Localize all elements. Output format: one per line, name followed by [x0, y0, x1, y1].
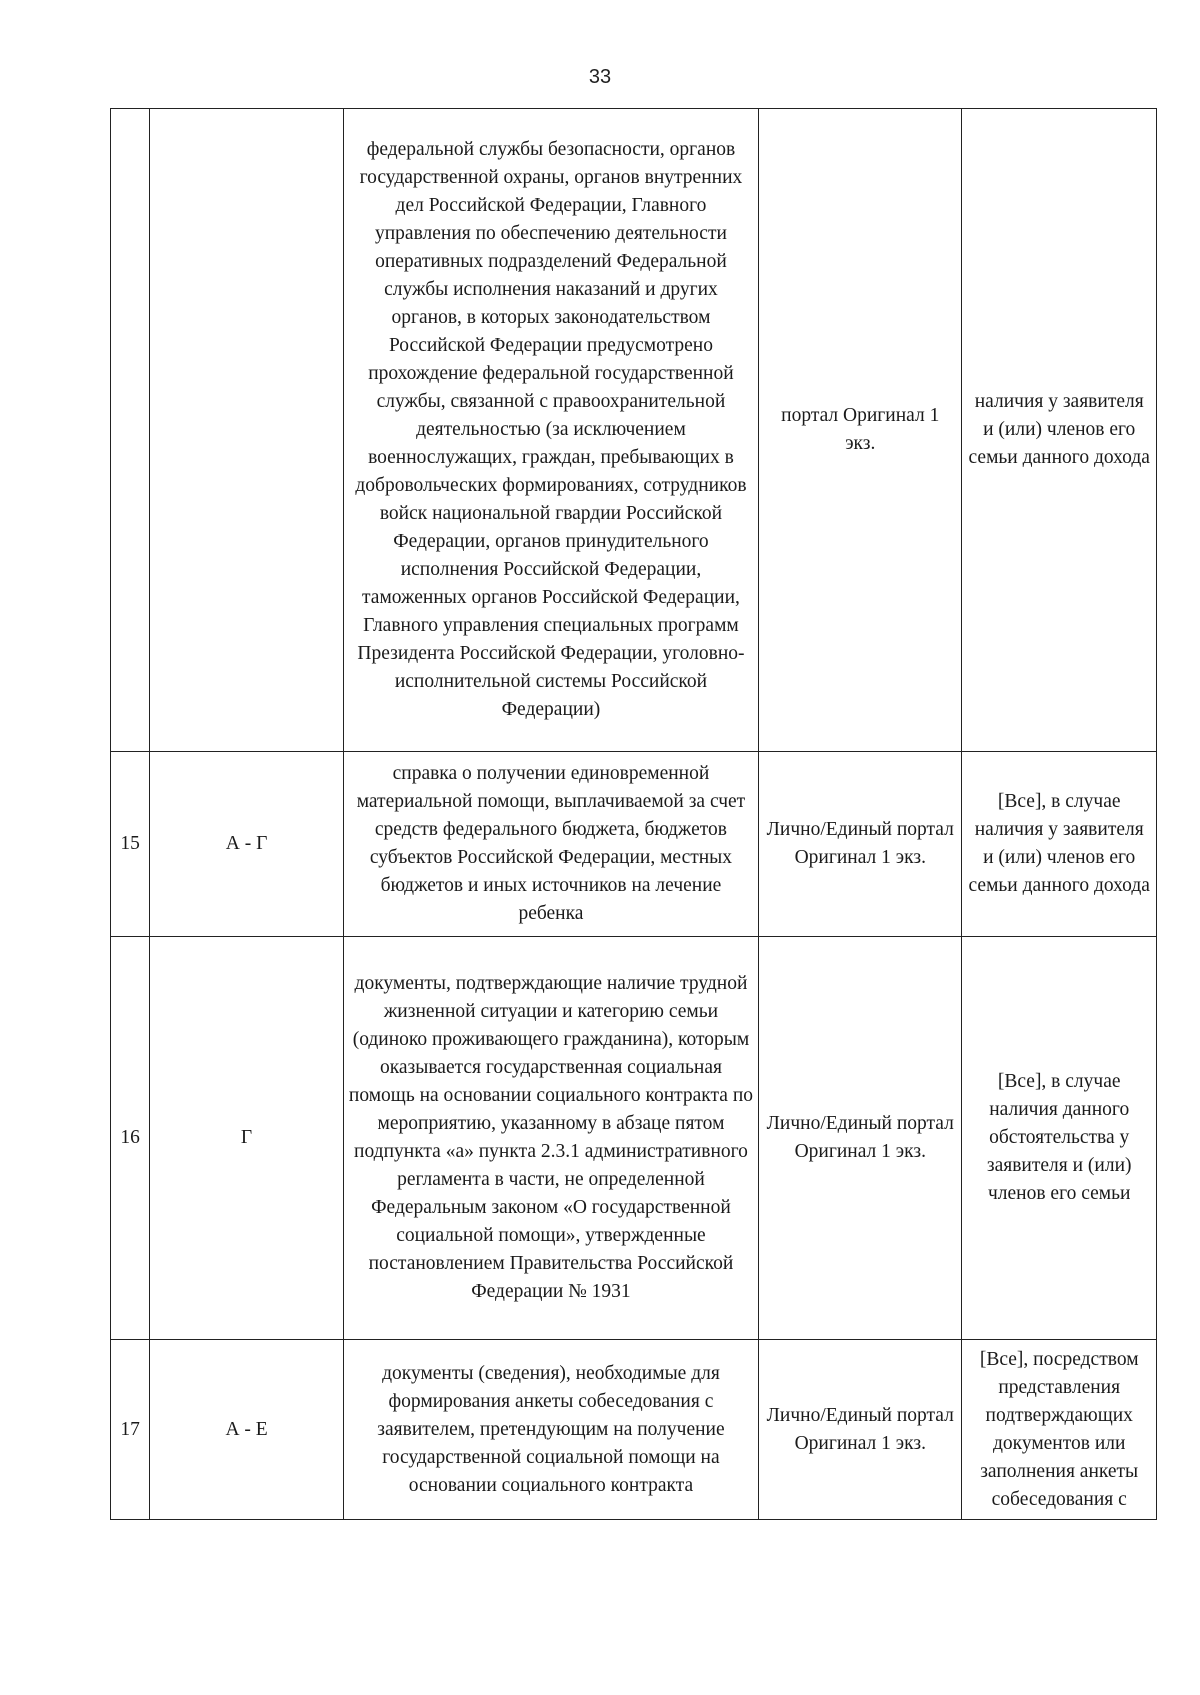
condition-cell: [Все], в случае наличия у заявителя и (или) членов его семьи данного дохода	[962, 752, 1157, 937]
table-row	[111, 109, 1157, 752]
row-number-cell	[111, 109, 150, 752]
condition-cell: наличия у заявителя и (или) членов его семьи данного дохода	[962, 109, 1157, 752]
submission-method-cell: Лично/Единый портал Оригинал 1 экз.	[759, 1340, 962, 1520]
document-description-cell: федеральной службы безопасности, органов государственной охраны, органов внутренних дел Российской Федерации, Главного управления по обеспечению деятельности оперативных подразделений Федеральной службы исполнения наказаний и других органов, в которых законодательством Российской Федерации предусмотрено прохождение федеральной государственной службы, связанной с правоохранительной деятельностью (за исключением военнослужащих, граждан, пребывающих в добровольческих формированиях, сотрудников войск национальной гвардии Российской Федерации, органов принудительного исполнения Российской Федерации, таможенных органов Российской Федерации, Главного управления специальных программ Президента Российской Федерации, уголовно-исполнительной системы Российской Федерации)	[343, 109, 758, 752]
table-row	[111, 1340, 1157, 1520]
row-number-cell: 16	[111, 937, 150, 1340]
document-description-cell: документы, подтверждающие наличие трудной жизненной ситуации и категорию семьи (одиноко проживающего гражданина), которым оказывается государственная социальная помощь на основании социального контракта по мероприятию, указанному в абзаце пятом подпункта «а» пункта 2.3.1 административного регламента в части, не определенной Федеральным законом «О государственной социальной помощи», утвержденные постановлением Правительства Российской Федерации № 1931	[343, 937, 758, 1340]
document-description-cell: справка о получении единовременной материальной помощи, выплачиваемой за счет средств федерального бюджета, бюджетов субъектов Российской Федерации, местных бюджетов и иных источников на лечение ребенка	[343, 752, 758, 937]
document-description-cell: документы (сведения), необходимые для формирования анкеты собеседования с заявителем, претендующим на получение государственной социальной помощи на основании социального контракта	[343, 1340, 758, 1520]
category-cell: А - Е	[150, 1340, 343, 1520]
page-number: 33	[588, 66, 612, 88]
submission-method-cell: портал Оригинал 1 экз.	[759, 109, 962, 752]
row-number-cell: 15	[111, 752, 150, 937]
table-row	[111, 752, 1157, 937]
table-row	[111, 937, 1157, 1340]
category-cell	[150, 109, 343, 752]
submission-method-cell: Лично/Единый портал Оригинал 1 экз.	[759, 752, 962, 937]
documents-table	[110, 108, 1157, 1520]
category-cell: А - Г	[150, 752, 343, 937]
row-number-cell: 17	[111, 1340, 150, 1520]
condition-cell: [Все], посредством представления подтверждающих документов или заполнения анкеты собеседования с	[962, 1340, 1157, 1520]
condition-cell: [Все], в случае наличия данного обстоятельства у заявителя и (или) членов его семьи	[962, 937, 1157, 1340]
submission-method-cell: Лично/Единый портал Оригинал 1 экз.	[759, 937, 962, 1340]
category-cell: Г	[150, 937, 343, 1340]
